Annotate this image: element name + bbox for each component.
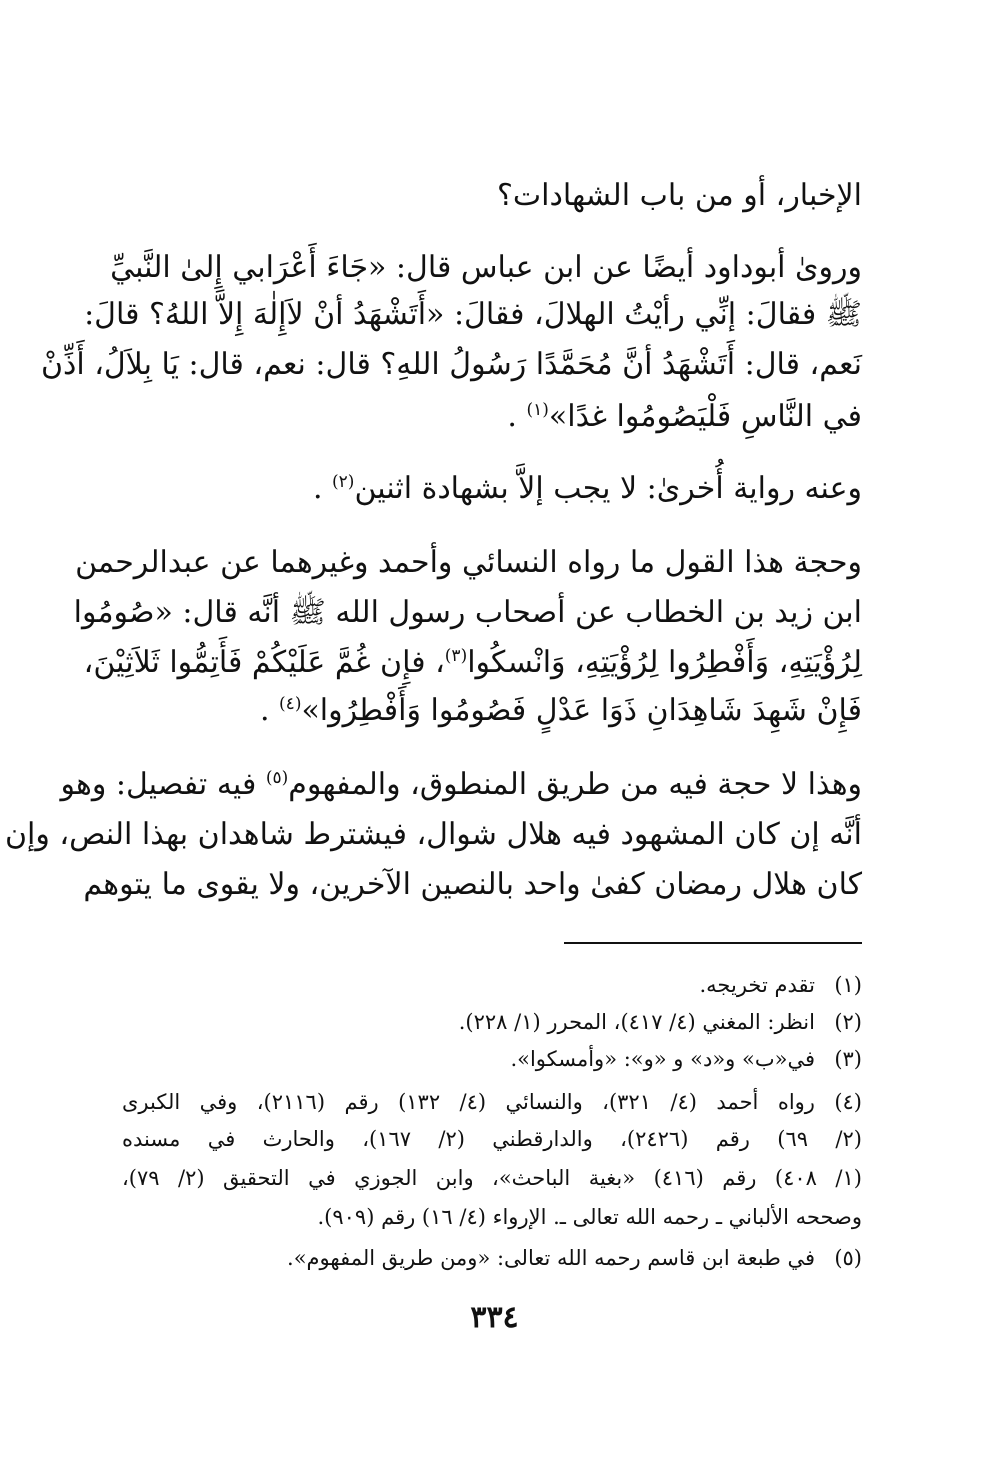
text-line [73,595,862,630]
line-text: . [507,399,527,434]
footnote-ref: (٢) [332,472,355,492]
line-text: نَعم، قال: أَتَشْهَدُ أنَّ مُحَمَّدًا رَسُولُ اللهِ؟ قال: نعم، قال: يَا بِلاَلُ، أَذِّنْ [40,347,862,382]
footnote-text: (٢/ ٦٩) رقم (٢٤٢٦)، والدارقطني (٢/ ١٦٧)، والحارث في مسنده [122,1127,862,1151]
line-text: وحجة هذا القول ما رواه النسائي وأحمد وغيرهما عن عبدالرحمن [75,545,862,580]
footnote-ref: (١) [526,400,549,420]
text-line [312,471,862,506]
line-text: ﷺ فقالَ: إنِّي رأيْتُ الهلالَ، فقالَ: «أَتَشْهَدُ أنْ لاَإِلٰهَ إِلاَّ اللهُ؟ قالَ: [84,297,862,332]
text-line [84,297,862,332]
line-text: فَإِنْ شَهِدَ شَاهِدَانِ ذَوَا عَدْلٍ فَصُومُوا وَأَفْطِرُوا» [301,693,862,728]
footnote-text: في«ب» و«د» و «و»: «وأمسكوا». [510,1047,815,1071]
footnote-number: (٤) [834,1090,862,1114]
text-line [83,645,862,680]
footnote-continuation [122,1168,862,1189]
line-text: وروىٰ أبوداود أيضًا عن ابن عباس قال: «جَاءَ أَعْرَابي إِلىٰ النَّبيِّ [110,250,862,285]
footnote-text: تقدم تخريجه. [699,973,815,997]
line-text: . [259,693,280,728]
line-text: . [312,471,333,506]
footnote-text: وصححه الألباني ـ رحمه الله تعالى ـ. الإرواء (٤/ ١٦) رقم (٩٠٩). [317,1205,862,1229]
line-text: لِرُؤْيَتِهِ، وَأَفْطِرُوا لِرُؤْيَتِهِ، وَانْسكُوا [467,645,862,680]
text-line [60,767,862,802]
text-line [40,347,862,382]
footnote-text: في طبعة ابن قاسم رحمه الله تعالى: «ومن طريق المفهوم». [287,1246,815,1270]
line-text: كان هلال رمضان كفىٰ واحد بالنصين الآخرين، ولا يقوى ما يتوهم [83,867,862,902]
footnote-separator [564,942,862,944]
line-text: فيه تفصيل: وهو [60,767,266,802]
text-line [110,250,862,285]
footnote-number: (٢) [834,1010,862,1034]
footnote-text: رواه أحمد (٤/ ٣٢١)، والنسائي (٤/ ١٣٢) رقم (٢١١٦)، وفي الكبرى [122,1090,815,1114]
text-line [5,817,862,852]
footnote-number: (٣) [834,1047,862,1071]
footnote-ref: (٤) [279,694,302,714]
footnote-continuation [122,1129,862,1150]
text-line [496,178,862,213]
line-text: ابن زيد بن الخطاب عن أصحاب رسول الله ﷺ أنَّه قال: «صُومُوا [73,595,862,630]
line-text: وهذا لا حجة فيه من طريق المنطوق، والمفهوم [288,767,862,802]
text-line [259,693,862,728]
footnote-number: (١) [834,973,862,997]
text-line [507,399,862,434]
line-text: أنَّه إن كان المشهود فيه هلال شوال، فيشترط شاهدان بهذا النص، وإن [5,817,862,852]
footnote-text: (١/ ٤٠٨) رقم (٤١٦) «بغية الباحث»، وابن الجوزي في التحقيق (٢/ ٧٩)، [122,1166,862,1190]
line-text: ، فإِن غُمَّ عَلَيْكُمْ فَأَتِمُّوا ثَلاَثِيْنَ، [83,645,445,680]
line-text: في النَّاسِ فَلْيَصُومُوا غدًا» [548,399,862,434]
footnote-continuation [122,1207,862,1228]
footnote-number: (٥) [834,1246,862,1270]
text-line [75,545,862,580]
footnote-ref: (٥) [265,768,289,788]
page-number: ٣٣٤ [470,1300,519,1335]
footnote-text: انظر: المغني (٤/ ٤١٧)، المحرر (١/ ٢٢٨). [458,1010,815,1034]
line-text: وعنه رواية أُخرىٰ: لا يجب إلاَّ بشهادة اثنين [354,471,862,506]
text-line [83,867,862,902]
footnote-ref: (٣) [444,646,468,666]
line-text: الإخبار، أو من باب الشهادات؟ [496,178,862,213]
